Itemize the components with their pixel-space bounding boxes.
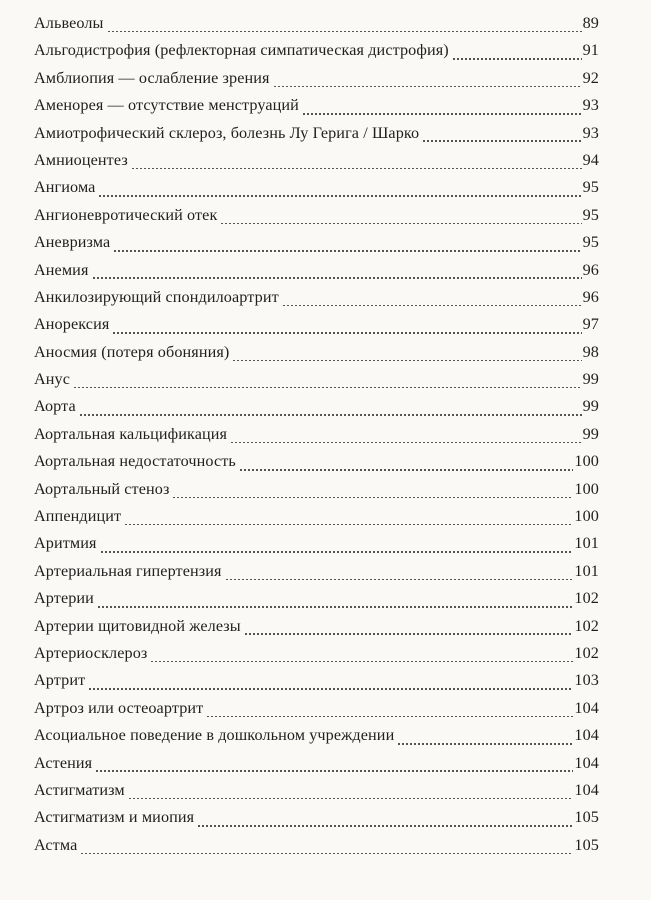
entry-title: Артерии: [34, 589, 94, 608]
entry-title: Ангиома: [34, 178, 96, 197]
dot-leader: [92, 277, 582, 279]
entry-title: Артроз или остеоартрит: [34, 698, 204, 717]
entry-page-number: 95: [582, 178, 599, 197]
toc-entry: [34, 503, 599, 530]
toc-entry: [34, 339, 599, 366]
entry-page-number: 105: [574, 835, 599, 854]
entry-page-number: 102: [574, 589, 599, 608]
entry-page-number: 95: [582, 233, 599, 252]
dot-leader: [95, 770, 573, 772]
dot-leader: [273, 86, 582, 88]
entry-title: Анкилозирующий спондилоартрит: [34, 287, 279, 306]
toc-entry: [34, 777, 599, 804]
dot-leader: [230, 442, 582, 444]
entry-page-number: 99: [582, 370, 599, 389]
dot-leader: [197, 825, 573, 827]
toc-entry: [34, 421, 599, 448]
dot-leader: [172, 497, 573, 499]
entry-page-number: 103: [574, 671, 599, 690]
entry-page-number: 101: [574, 534, 599, 553]
dot-leader: [150, 661, 573, 663]
entry-page-number: 89: [582, 14, 599, 32]
entry-page-number: 104: [574, 753, 599, 772]
toc-entry: [34, 92, 599, 119]
dot-leader: [80, 853, 573, 855]
dot-leader: [244, 633, 574, 635]
toc-entry: [34, 585, 599, 612]
dot-leader: [220, 223, 581, 225]
toc-entry: [34, 65, 599, 92]
toc-entry: [34, 174, 599, 201]
entry-page-number: 100: [574, 452, 599, 471]
entry-page-number: 96: [582, 260, 599, 279]
entry-title: Аортальная кальцификация: [34, 424, 228, 443]
entry-title: Альгодистрофия (рефлекторная симпатическая дистрофия): [34, 41, 449, 60]
entry-page-number: 99: [582, 424, 599, 443]
toc-entry: [34, 476, 599, 503]
entry-page-number: 104: [574, 780, 599, 799]
toc-entry: [34, 750, 599, 777]
entry-page-number: 100: [574, 507, 599, 526]
entry-title: Ангионевротический отек: [34, 205, 218, 224]
toc-entry: [34, 257, 599, 284]
dot-leader: [239, 469, 573, 471]
table-of-contents: [34, 10, 599, 859]
entry-title: Аневризма: [34, 233, 111, 252]
toc-entry: [34, 10, 599, 37]
entry-page-number: 98: [582, 342, 599, 361]
entry-title: Аортальная недостаточность: [34, 452, 236, 471]
dot-leader: [112, 332, 581, 334]
toc-entry: [34, 120, 599, 147]
dot-leader: [397, 743, 573, 745]
entry-title: Аритмия: [34, 534, 97, 553]
entry-page-number: 105: [574, 808, 599, 827]
dot-leader: [98, 195, 581, 197]
entry-title: Амиотрофический склероз, болезнь Лу Герига / Шарко: [34, 123, 420, 142]
toc-entry: [34, 284, 599, 311]
toc-entry: [34, 366, 599, 393]
entry-page-number: 93: [582, 96, 599, 115]
entry-title: Альвеолы: [34, 14, 104, 32]
toc-entry: [34, 448, 599, 475]
toc-entry: [34, 804, 599, 831]
entry-title: Анус: [34, 370, 71, 389]
entry-page-number: 99: [582, 397, 599, 416]
toc-entry: [34, 311, 599, 338]
entry-title: Аносмия (потеря обоняния): [34, 342, 230, 361]
dot-leader: [79, 414, 582, 416]
entry-page-number: 95: [582, 205, 599, 224]
toc-entry: [34, 722, 599, 749]
dot-leader: [422, 140, 581, 142]
dot-leader: [100, 551, 574, 553]
entry-title: Артериальная гипертензия: [34, 561, 222, 580]
dot-leader: [73, 387, 582, 389]
entry-page-number: 100: [574, 479, 599, 498]
dot-leader: [452, 58, 582, 60]
toc-entry: [34, 37, 599, 64]
dot-leader: [107, 31, 582, 33]
entry-title: Артерии щитовидной железы: [34, 616, 241, 635]
dot-leader: [131, 168, 582, 170]
entry-page-number: 93: [582, 123, 599, 142]
toc-entry: [34, 202, 599, 229]
entry-title: Астигматизм и миопия: [34, 808, 195, 827]
entry-title: Аортальный стеноз: [34, 479, 170, 498]
entry-page-number: 97: [582, 315, 599, 334]
dot-leader: [225, 579, 574, 581]
toc-entry: [34, 147, 599, 174]
entry-page-number: 92: [582, 68, 599, 87]
dot-leader: [302, 113, 582, 115]
entry-title: Аорта: [34, 397, 76, 416]
toc-entry: [34, 613, 599, 640]
entry-title: Асоциальное поведение в дошкольном учреждении: [34, 726, 395, 745]
toc-entry: [34, 667, 599, 694]
dot-leader: [206, 716, 573, 718]
entry-page-number: 104: [574, 726, 599, 745]
dot-leader: [282, 305, 582, 307]
entry-page-number: 101: [574, 561, 599, 580]
entry-title: Астения: [34, 753, 93, 772]
entry-title: Артериосклероз: [34, 643, 148, 662]
entry-page-number: 104: [574, 698, 599, 717]
entry-page-number: 102: [574, 643, 599, 662]
toc-entry: [34, 530, 599, 557]
dot-leader: [97, 606, 573, 608]
dot-leader: [124, 524, 573, 526]
entry-title: Артрит: [34, 671, 86, 690]
entry-page-number: 96: [582, 287, 599, 306]
entry-title: Анемия: [34, 260, 89, 279]
entry-title: Астма: [34, 835, 78, 854]
toc-entry: [34, 393, 599, 420]
entry-title: Астигматизм: [34, 780, 125, 799]
toc-entry: [34, 229, 599, 256]
entry-page-number: 94: [582, 150, 599, 169]
entry-page-number: 91: [582, 41, 599, 60]
dot-leader: [113, 250, 581, 252]
toc-entry: [34, 832, 599, 859]
dot-leader: [88, 688, 573, 690]
entry-title: Аменорея — отсутствие менструаций: [34, 96, 299, 115]
toc-entry: [34, 695, 599, 722]
toc-entry: [34, 640, 599, 667]
entry-title: Анорексия: [34, 315, 110, 334]
entry-page-number: 102: [574, 616, 599, 635]
entry-title: Аппендицит: [34, 507, 122, 526]
dot-leader: [232, 360, 581, 362]
toc-entry: [34, 558, 599, 585]
entry-title: Амблиопия — ослабление зрения: [34, 68, 270, 87]
dot-leader: [128, 798, 574, 800]
entry-title: Амниоцентез: [34, 150, 128, 169]
